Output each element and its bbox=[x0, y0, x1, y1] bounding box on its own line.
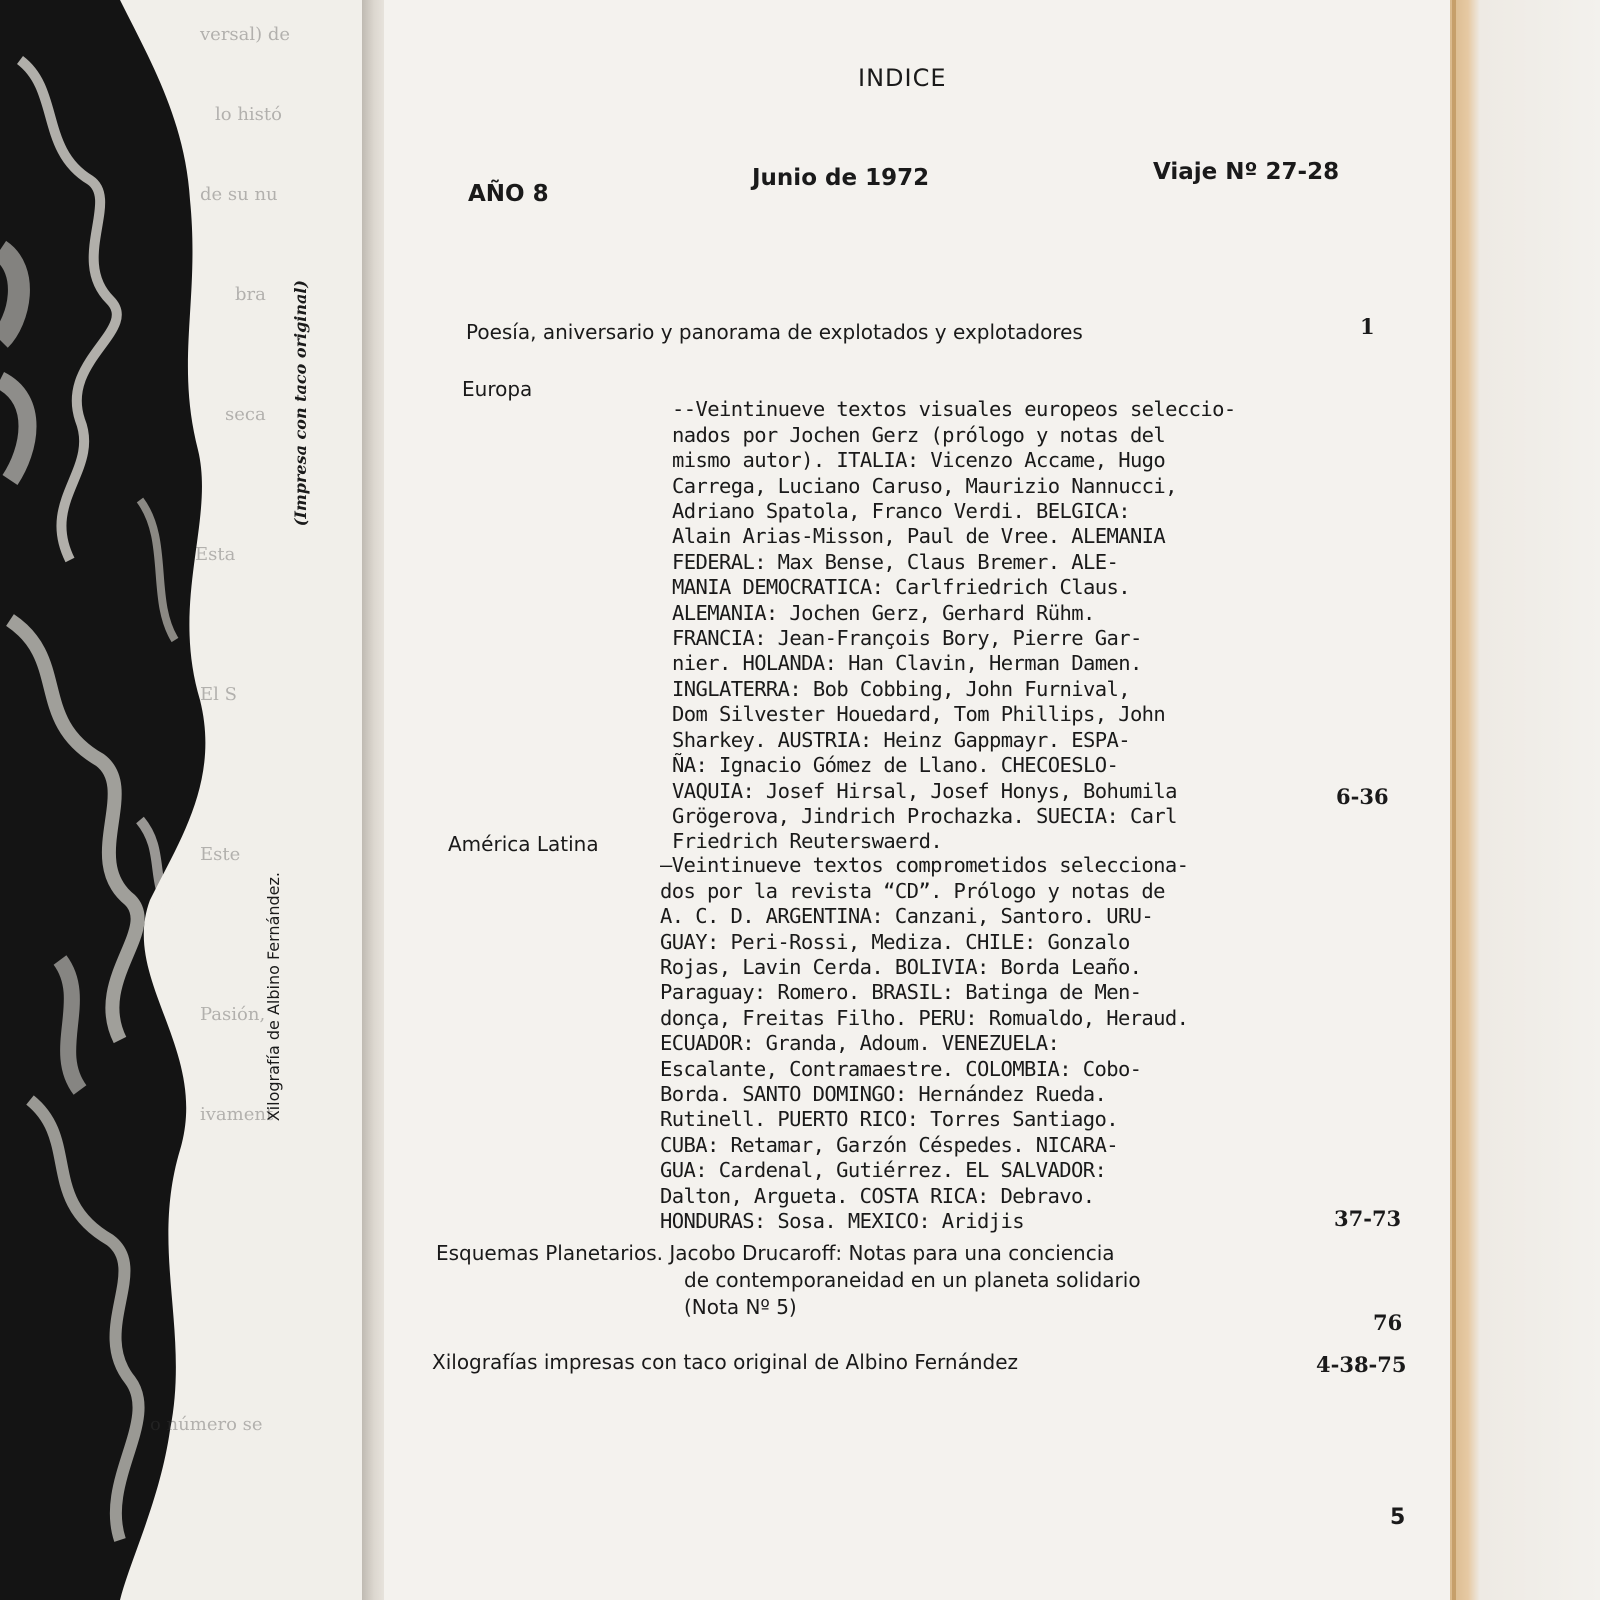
entry-title-esquemas bbox=[436, 1240, 1141, 1321]
america-line: Rojas, Lavin Cerda. BOLIVIA: Borda Leaño. bbox=[660, 955, 1142, 980]
europa-line: --Veintinueve textos visuales europeos seleccio- bbox=[672, 397, 1236, 422]
entry-pages-poesia: 1 bbox=[1360, 314, 1375, 339]
page-number: 5 bbox=[1390, 1505, 1406, 1530]
europa-line: Adriano Spatola, Franco Verdi. BELGICA: bbox=[672, 499, 1130, 524]
europa-line: nier. HOLANDA: Han Clavin, Herman Damen. bbox=[672, 651, 1142, 676]
svg-text:Este: Este bbox=[200, 844, 241, 865]
svg-text:de su nu: de su nu bbox=[200, 184, 278, 205]
america-line: Borda. SANTO DOMINGO: Hernández Rueda. bbox=[660, 1082, 1107, 1107]
index-heading: INDICE bbox=[858, 64, 947, 92]
esquemas-line: Esquemas Planetarios. Jacobo Drucaroff: Notas para una conciencia bbox=[436, 1241, 1115, 1265]
issue-date: Junio de 1972 bbox=[752, 165, 930, 191]
europa-line: INGLATERRA: Bob Cobbing, John Furnival, bbox=[672, 676, 1130, 701]
svg-text:o número se: o número se bbox=[150, 1414, 263, 1435]
svg-text:seca: seca bbox=[225, 404, 266, 425]
europa-line: Grögerova, Jindrich Prochazka. SUECIA: Carl bbox=[672, 803, 1177, 828]
svg-text:El S: El S bbox=[200, 684, 237, 705]
svg-text:lo histó: lo histó bbox=[215, 104, 282, 125]
europa-line: MANIA DEMOCRATICA: Carlfriedrich Claus. bbox=[672, 575, 1130, 600]
america-line: CUBA: Retamar, Garzón Céspedes. NICARA- bbox=[660, 1132, 1118, 1157]
europa-line: Carrega, Luciano Caruso, Maurizio Nannucci, bbox=[672, 473, 1177, 498]
europa-line: Friedrich Reuterswaerd. bbox=[672, 829, 943, 854]
europa-line: ALEMANIA: Jochen Gerz, Gerhard Rühm. bbox=[672, 600, 1095, 625]
america-line: ECUADOR: Granda, Adoum. VENEZUELA: bbox=[660, 1031, 1060, 1056]
left-facing-page bbox=[0, 0, 372, 1600]
america-line: HONDURAS: Sosa. MEXICO: Aridjis bbox=[660, 1209, 1025, 1234]
america-line: GUAY: Peri-Rossi, Mediza. CHILE: Gonzalo bbox=[660, 929, 1130, 954]
entry-title-poesia: Poesía, aniversario y panorama de explotados y explotadores bbox=[466, 320, 1083, 344]
entry-pages-esquemas: 76 bbox=[1373, 1310, 1403, 1335]
america-line: —Veintinueve textos comprometidos seleccionа- bbox=[660, 853, 1189, 878]
issue-year: AÑO 8 bbox=[468, 181, 549, 207]
america-line: GUA: Cardenal, Gutiérrez. EL SALVADOR: bbox=[660, 1158, 1107, 1183]
entry-pages-xilografias: 4-38-75 bbox=[1316, 1352, 1407, 1377]
illustration-caption-credit: Xilografía de Albino Fernández. bbox=[264, 872, 283, 1122]
america-line: Escalante, Contramaestre. COLOMBIA: Cobo- bbox=[660, 1056, 1142, 1081]
entry-pages-europa: 6-36 bbox=[1336, 784, 1389, 809]
page-edge bbox=[1450, 0, 1600, 1600]
issue-number: Viaje Nº 27-28 bbox=[1153, 159, 1340, 185]
europa-line: FRANCIA: Jean-François Bory, Pierre Gar- bbox=[672, 626, 1142, 651]
page-edge-line bbox=[1452, 0, 1456, 1600]
svg-text:Esta: Esta bbox=[195, 544, 236, 565]
esquemas-line: de contemporaneidad en un planeta solidario bbox=[684, 1268, 1141, 1292]
europa-line: ÑA: Ignacio Gómez de Llano. CHECOESLO- bbox=[672, 753, 1119, 778]
america-line: Dalton, Argueta. COSTA RICA: Debravo. bbox=[660, 1183, 1095, 1208]
europa-line: mismo autor). ITALIA: Vicenzo Accame, Hugo bbox=[672, 448, 1166, 473]
europa-line: FEDERAL: Max Bense, Claus Bremer. ALE- bbox=[672, 549, 1119, 574]
entry-body-america-latina bbox=[660, 828, 1188, 1260]
svg-text:versal) de: versal) de bbox=[200, 24, 291, 45]
illustration-caption-print-note: (Impresa con taco original) bbox=[291, 280, 310, 527]
america-line: Paraguay: Romero. BRASIL: Batinga de Men- bbox=[660, 980, 1142, 1005]
svg-text:Pasión,: Pasión, bbox=[200, 1004, 266, 1025]
europa-line: Alain Arias-Misson, Paul de Vree. ALEMANIA bbox=[672, 524, 1166, 549]
america-line: Rutinell. PUERTO RICO: Torres Santiago. bbox=[660, 1107, 1118, 1132]
entry-pages-america-latina: 37-73 bbox=[1334, 1206, 1402, 1231]
america-line: dos por la revista “CD”. Prólogo y notas de bbox=[660, 878, 1165, 903]
europa-line: nados por Jochen Gerz (prólogo y notas del bbox=[672, 422, 1166, 447]
woodcut-illustration bbox=[0, 0, 372, 1600]
america-line: A. C. D. ARGENTINA: Canzani, Santoro. URU- bbox=[660, 904, 1154, 929]
entry-body-europa bbox=[672, 372, 1236, 880]
entry-title-xilografias: Xilografías impresas con taco original de Albino Fernández bbox=[432, 1350, 1019, 1374]
esquemas-line: (Nota Nº 5) bbox=[684, 1295, 797, 1319]
svg-text:ivament: ivament bbox=[200, 1104, 274, 1125]
europa-line: VAQUIA: Josef Hirsal, Josef Honys, Bohumila bbox=[672, 778, 1177, 803]
europa-line: Sharkey. AUSTRIA: Heinz Gappmayr. ESPA- bbox=[672, 727, 1130, 752]
europa-line: Dom Silvester Houedard, Tom Phillips, John bbox=[672, 702, 1166, 727]
entry-label-europa: Europa bbox=[462, 377, 533, 401]
america-line: donça, Freitas Filho. PERU: Romualdo, Heraud. bbox=[660, 1005, 1189, 1030]
entry-label-america-latina: América Latina bbox=[448, 832, 599, 856]
svg-text:bra: bra bbox=[235, 284, 266, 305]
